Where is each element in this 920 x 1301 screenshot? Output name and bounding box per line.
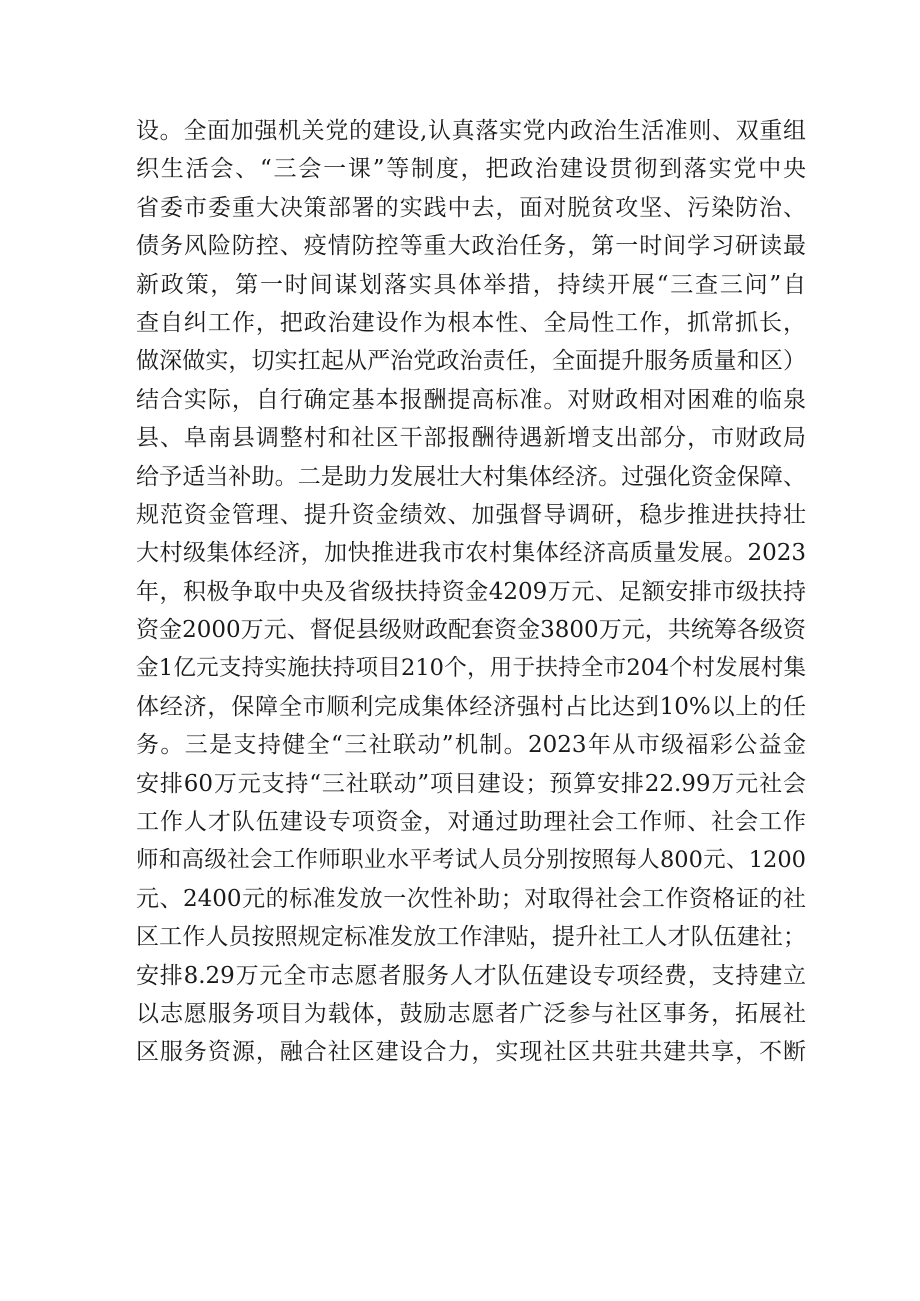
text-line: 新政策，第一时间谋划落实具体举措，持续开展“三查三问”自 bbox=[136, 271, 806, 298]
text-line: 安排60万元支持“三社联动”项目建设；预算安排22.99万元社会 bbox=[136, 770, 806, 797]
text-line: 县、阜南县调整村和社区干部报酬待遇新增支出部分，市财政局 bbox=[136, 425, 806, 452]
text-line: 给予适当补助。二是助力发展壮大村集体经济。过强化资金保障、 bbox=[136, 463, 806, 490]
text-line: 资金2000万元、督促县级财政配套资金3800万元，共统筹各级资 bbox=[136, 617, 806, 644]
text-line: 做深做实，切实扛起从严治党政治责任，全面提升服务质量和区） bbox=[136, 348, 806, 375]
text-line: 债务风险防控、疫情防控等重大政治任务，第一时间学习研读最 bbox=[136, 233, 806, 260]
text-line: 织生活会、“三会一课”等制度，把政治建设贯彻到落实党中央 bbox=[136, 156, 806, 183]
text-line: 体经济，保障全市顺利完成集体经济强村占比达到10%以上的任 bbox=[136, 693, 806, 720]
text-line: 结合实际，自行确定基本报酬提高标准。对财政相对困难的临泉 bbox=[136, 386, 806, 413]
text-line: 大村级集体经济，加快推进我市农村集体经济高质量发展。2023 bbox=[136, 540, 806, 567]
text-line: 安排8.29万元全市志愿者服务人才队伍建设专项经费，支持建立 bbox=[136, 962, 806, 989]
text-line: 区服务资源，融合社区建设合力，实现社区共驻共建共享，不断 bbox=[136, 1039, 806, 1066]
text-line: 查自纠工作，把政治建设作为根本性、全局性工作，抓常抓长， bbox=[136, 309, 806, 336]
text-line: 以志愿服务项目为载体，鼓励志愿者广泛参与社区事务，拓展社 bbox=[136, 1000, 806, 1027]
text-line: 务。三是支持健全“三社联动”机制。2023年从市级福彩公益金 bbox=[136, 732, 806, 759]
text-line: 省委市委重大决策部署的实践中去，面对脱贫攻坚、污染防治、 bbox=[136, 194, 806, 221]
text-line: 金1亿元支持实施扶持项目210个，用于扶持全市204个村发展村集 bbox=[136, 655, 806, 682]
body-paragraph bbox=[136, 112, 806, 1072]
text-line: 师和高级社会工作师职业水平考试人员分别按照每人800元、1200 bbox=[136, 847, 806, 874]
text-line: 区工作人员按照规定标准发放工作津贴，提升社工人才队伍建社； bbox=[136, 924, 806, 951]
text-line: 设。全面加强机关党的建设,认真落实党内政治生活准则、双重组 bbox=[136, 118, 806, 144]
text-line: 规范资金管理、提升资金绩效、加强督导调研，稳步推进扶持壮 bbox=[136, 501, 806, 528]
text-line: 元、2400元的标准发放一次性补助；对取得社会工作资格证的社 bbox=[136, 885, 806, 912]
text-line: 工作人才队伍建设专项资金，对通过助理社会工作师、社会工作 bbox=[136, 809, 806, 836]
text-line: 年，积极争取中央及省级扶持资金4209万元、足额安排市级扶持 bbox=[136, 578, 806, 605]
